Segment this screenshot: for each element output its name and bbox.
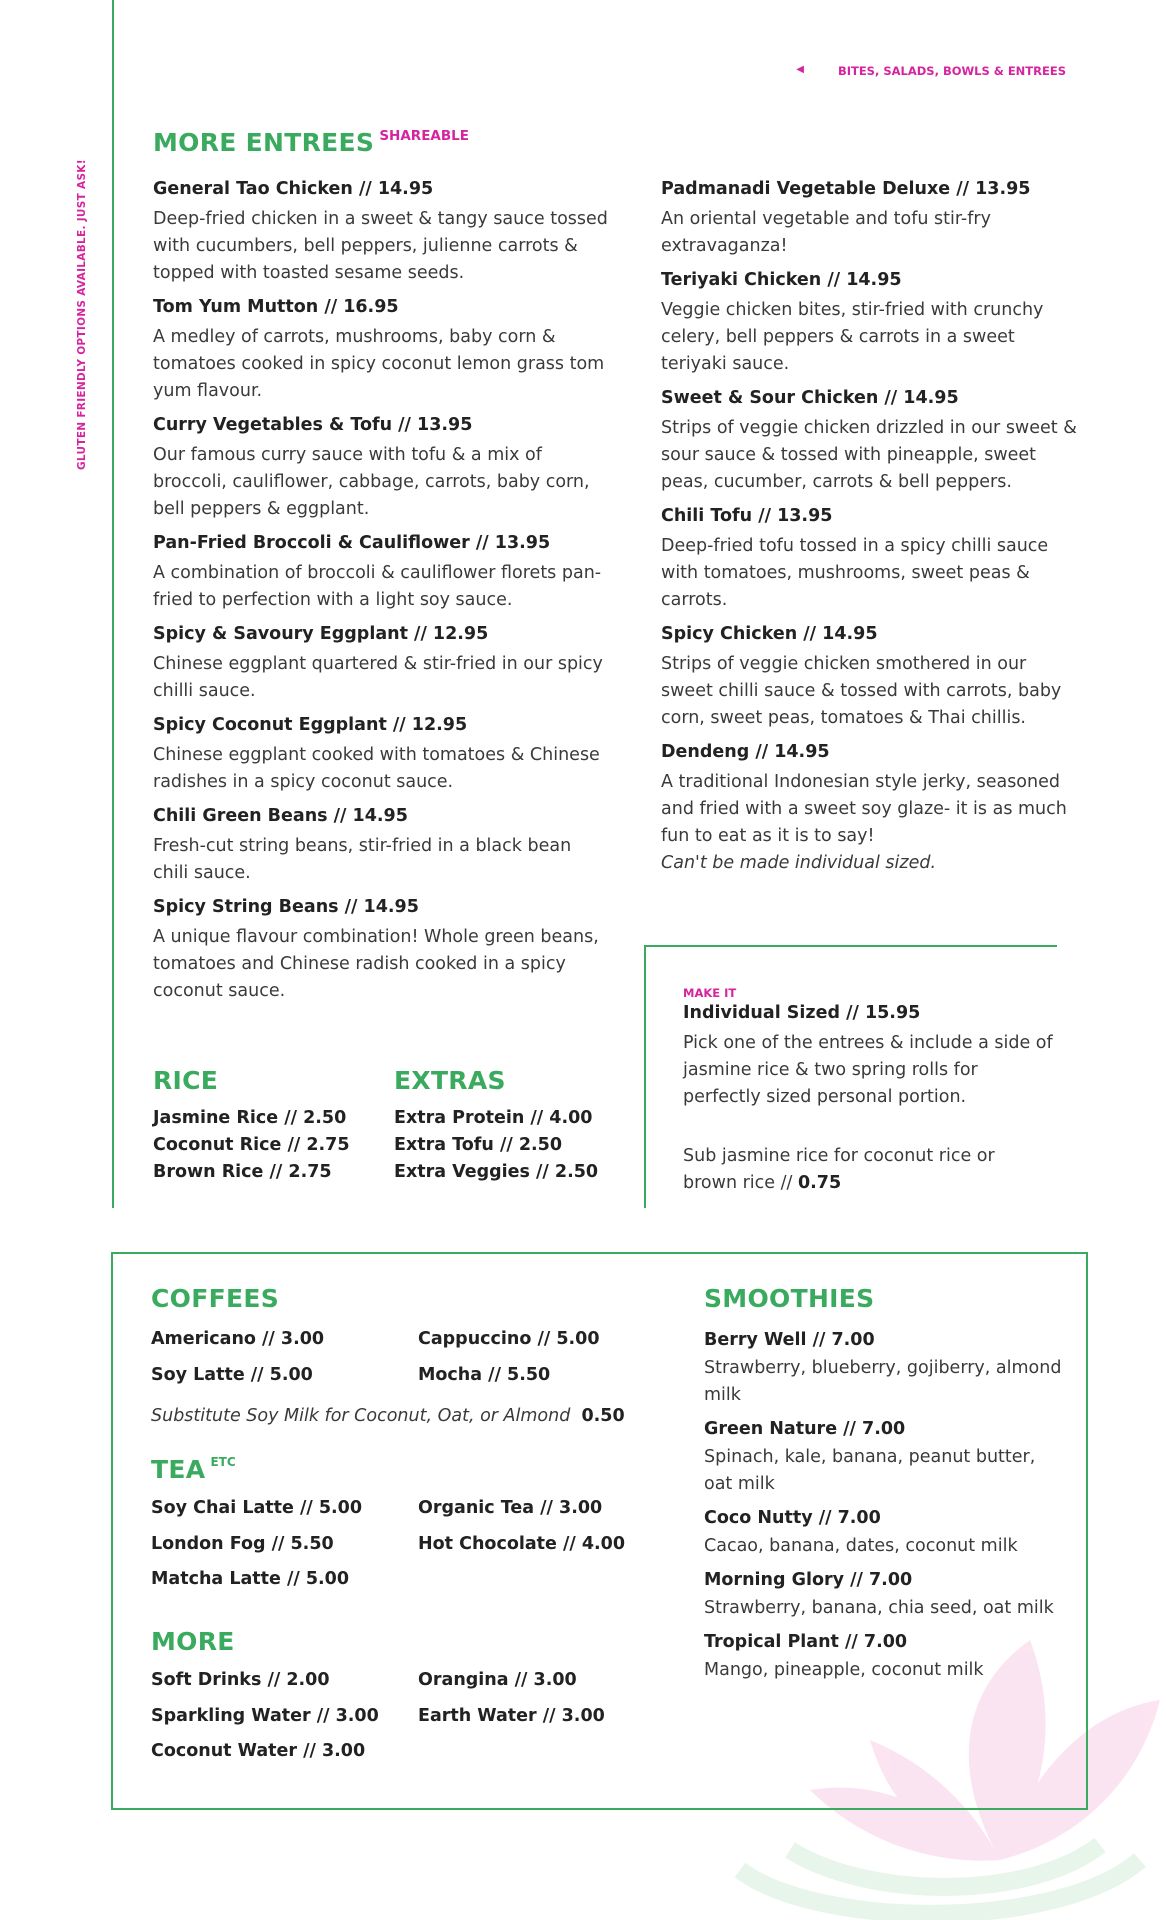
smoothie-item xyxy=(704,1569,1064,1622)
item-desc: Spinach, kale, banana, peanut butter, oat milk xyxy=(704,1447,1036,1494)
more-row xyxy=(151,1706,691,1742)
item-desc: Cacao, banana, dates, coconut milk xyxy=(704,1536,1018,1556)
item-name: Morning Glory // 7.00 xyxy=(704,1570,913,1590)
smoothie-item xyxy=(704,1507,1064,1560)
tea-row xyxy=(151,1498,691,1534)
item-desc: Strawberry, blueberry, gojiberry, almond milk xyxy=(704,1358,1062,1405)
menu-item xyxy=(661,387,1081,496)
milk-note-text: Substitute Soy Milk for Coconut, Oat, or Almond xyxy=(151,1406,571,1426)
tea-item: Organic Tea // 3.00 xyxy=(418,1498,603,1518)
item-desc: Deep-fried chicken in a sweet & tangy sauce tossed with cucumbers, bell peppers, julienne carrots & topped with toasted sesame seeds. xyxy=(153,209,608,283)
smoothie-item xyxy=(704,1631,1064,1684)
item-name: Spicy Chicken // 14.95 xyxy=(661,624,878,644)
individual-box-left xyxy=(644,945,646,1208)
menu-item xyxy=(661,178,1081,260)
entrees-header xyxy=(153,128,469,157)
menu-item xyxy=(153,178,608,287)
item-desc: An oriental vegetable and tofu stir-fry extravaganza! xyxy=(661,209,991,256)
tea-item: Soy Chai Latte // 5.00 xyxy=(151,1498,363,1518)
sub-rice-note xyxy=(683,1143,1053,1197)
item-name: Tom Yum Mutton // 16.95 xyxy=(153,297,399,317)
item-name: Spicy & Savoury Eggplant // 12.95 xyxy=(153,624,489,644)
extras-item: Extra Veggies // 2.50 xyxy=(394,1162,599,1182)
coffee-row xyxy=(151,1329,691,1365)
more-section xyxy=(151,1627,691,1777)
item-desc: Chinese eggplant quartered & stir-fried in our spicy chilli sauce. xyxy=(153,654,603,701)
item-name: Chili Tofu // 13.95 xyxy=(661,506,833,526)
tea-title: TEA xyxy=(151,1455,206,1484)
entrees-title: MORE ENTREES xyxy=(153,128,375,157)
item-name: Tropical Plant // 7.00 xyxy=(704,1632,908,1652)
item-name: Green Nature // 7.00 xyxy=(704,1419,906,1439)
coffees-title: COFFEES xyxy=(151,1284,280,1313)
more-item: Orangina // 3.00 xyxy=(418,1670,577,1690)
item-name: Spicy Coconut Eggplant // 12.95 xyxy=(153,715,468,735)
item-desc: A combination of broccoli & cauliflower florets pan-fried to perfection with a light soy sauce. xyxy=(153,563,602,610)
more-item: Sparkling Water // 3.00 xyxy=(151,1705,379,1726)
extras-item: Extra Tofu // 2.50 xyxy=(394,1135,562,1155)
individual-box-top xyxy=(644,945,1057,947)
more-row xyxy=(151,1670,691,1706)
breadcrumb[interactable]: BITES, SALADS, BOWLS & ENTREES xyxy=(837,64,1066,78)
item-note: Can't be made individual sized. xyxy=(661,853,937,873)
make-it-tag: MAKE IT xyxy=(683,986,737,1000)
menu-item xyxy=(661,623,1081,732)
more-item: Soft Drinks // 2.00 xyxy=(151,1670,330,1690)
item-name: Curry Vegetables & Tofu // 13.95 xyxy=(153,415,473,435)
tea-section xyxy=(151,1455,691,1605)
triangle-left-icon[interactable]: ◀ xyxy=(796,64,804,75)
coffees-section xyxy=(151,1284,691,1426)
milk-note-price: 0.50 xyxy=(581,1406,625,1426)
item-name: General Tao Chicken // 14.95 xyxy=(153,179,434,199)
item-name: Padmanadi Vegetable Deluxe // 13.95 xyxy=(661,179,1031,199)
item-name: Teriyaki Chicken // 14.95 xyxy=(661,270,902,290)
menu-item xyxy=(153,714,608,796)
tea-tag: ETC xyxy=(210,1455,236,1469)
tea-header xyxy=(151,1455,691,1484)
menu-item xyxy=(153,623,608,705)
item-name: Individual Sized // 15.95 xyxy=(683,1003,921,1023)
coffee-item: Soy Latte // 5.00 xyxy=(151,1364,313,1385)
item-desc: Fresh-cut string beans, stir-fried in a black bean chili sauce. xyxy=(153,836,572,883)
menu-item xyxy=(153,896,608,1005)
smoothie-item xyxy=(704,1329,1064,1409)
extras-title: EXTRAS xyxy=(394,1066,506,1095)
rice-item: Brown Rice // 2.75 xyxy=(153,1162,332,1182)
extras-item: Extra Protein // 4.00 xyxy=(394,1108,593,1128)
left-divider xyxy=(112,0,114,1208)
rice-section xyxy=(153,1066,383,1186)
item-desc: Strips of veggie chicken smothered in our sweet chilli sauce & tossed with carrots, baby corn, sweet peas, tomatoes & Thai chillis. xyxy=(661,654,1062,728)
item-name: Sweet & Sour Chicken // 14.95 xyxy=(661,388,959,408)
item-desc: Deep-fried tofu tossed in a spicy chilli sauce with tomatoes, mushrooms, sweet peas & carrots. xyxy=(661,536,1049,610)
menu-item xyxy=(153,532,608,614)
coffee-item: Cappuccino // 5.00 xyxy=(418,1329,600,1349)
item-name: Berry Well // 7.00 xyxy=(704,1330,875,1350)
smoothies-title: SMOOTHIES xyxy=(704,1284,875,1313)
individual-section xyxy=(683,986,1053,1197)
item-desc: A unique flavour combination! Whole green beans, tomatoes and Chinese radish cooked in a spicy coconut sauce. xyxy=(153,927,599,1001)
item-name: Dendeng // 14.95 xyxy=(661,742,830,762)
entrees-right-column xyxy=(661,178,1081,886)
item-desc: Strips of veggie chicken drizzled in our sweet & sour sauce & tossed with pineapple, sweet peas, cucumber, carrots & bell peppers. xyxy=(661,418,1077,492)
rice-item: Coconut Rice // 2.75 xyxy=(153,1135,350,1155)
smoothie-item xyxy=(704,1418,1064,1498)
tea-row xyxy=(151,1534,691,1570)
item-desc: Veggie chicken bites, stir-fried with crunchy celery, bell peppers & carrots in a sweet teriyaki sauce. xyxy=(661,300,1044,374)
item-desc: A medley of carrots, mushrooms, baby corn & tomatoes cooked in spicy coconut lemon grass tom yum flavour. xyxy=(153,327,605,401)
item-desc: A traditional Indonesian style jerky, seasoned and fried with a sweet soy glaze- it is as much fun to eat as it is to say! xyxy=(661,772,1067,846)
item-name: Spicy String Beans // 14.95 xyxy=(153,897,419,917)
milk-substitute-note xyxy=(151,1406,691,1426)
item-desc: Strawberry, banana, chia seed, oat milk xyxy=(704,1598,1054,1618)
more-row xyxy=(151,1741,691,1777)
tea-item: London Fog // 5.50 xyxy=(151,1533,334,1554)
tea-item: Matcha Latte // 5.00 xyxy=(151,1569,350,1589)
coffee-item: Americano // 3.00 xyxy=(151,1329,325,1349)
smoothies-section xyxy=(704,1284,1064,1693)
sub-rice-price: 0.75 xyxy=(797,1173,842,1193)
rice-item: Jasmine Rice // 2.50 xyxy=(153,1108,347,1128)
item-name: Coco Nutty // 7.00 xyxy=(704,1508,881,1528)
entrees-left-column xyxy=(153,178,608,1014)
tea-item: Hot Chocolate // 4.00 xyxy=(418,1533,626,1554)
item-desc: Pick one of the entrees & include a side of jasmine rice & two spring rolls for perfectly sized personal portion. xyxy=(683,1033,1053,1107)
more-item: Coconut Water // 3.00 xyxy=(151,1741,366,1761)
menu-item xyxy=(661,505,1081,614)
tea-row xyxy=(151,1569,691,1605)
entrees-tag: SHAREABLE xyxy=(379,128,469,144)
extras-section xyxy=(394,1066,634,1186)
menu-item xyxy=(661,741,1081,877)
coffee-row xyxy=(151,1365,691,1401)
menu-item xyxy=(661,269,1081,378)
sub-rice-text: Sub jasmine rice for coconut rice or brown rice // xyxy=(683,1146,995,1193)
item-desc: Mango, pineapple, coconut milk xyxy=(704,1660,984,1680)
menu-item xyxy=(153,805,608,887)
menu-item xyxy=(153,296,608,405)
more-title: MORE xyxy=(151,1627,235,1656)
item-name: Chili Green Beans // 14.95 xyxy=(153,806,408,826)
menu-item xyxy=(153,414,608,523)
item-desc: Chinese eggplant cooked with tomatoes & Chinese radishes in a spicy coconut sauce. xyxy=(153,745,600,792)
item-desc: Our famous curry sauce with tofu & a mix of broccoli, cauliflower, cabbage, carrots, baby corn, bell peppers & eggplant. xyxy=(153,445,590,519)
rice-title: RICE xyxy=(153,1066,219,1095)
coffee-item: Mocha // 5.50 xyxy=(418,1364,551,1385)
item-name: Pan-Fried Broccoli & Cauliflower // 13.95 xyxy=(153,533,551,553)
side-note: GLUTEN FRIENDLY OPTIONS AVAILABLE. JUST ASK! xyxy=(76,159,88,470)
more-item: Earth Water // 3.00 xyxy=(418,1705,605,1726)
